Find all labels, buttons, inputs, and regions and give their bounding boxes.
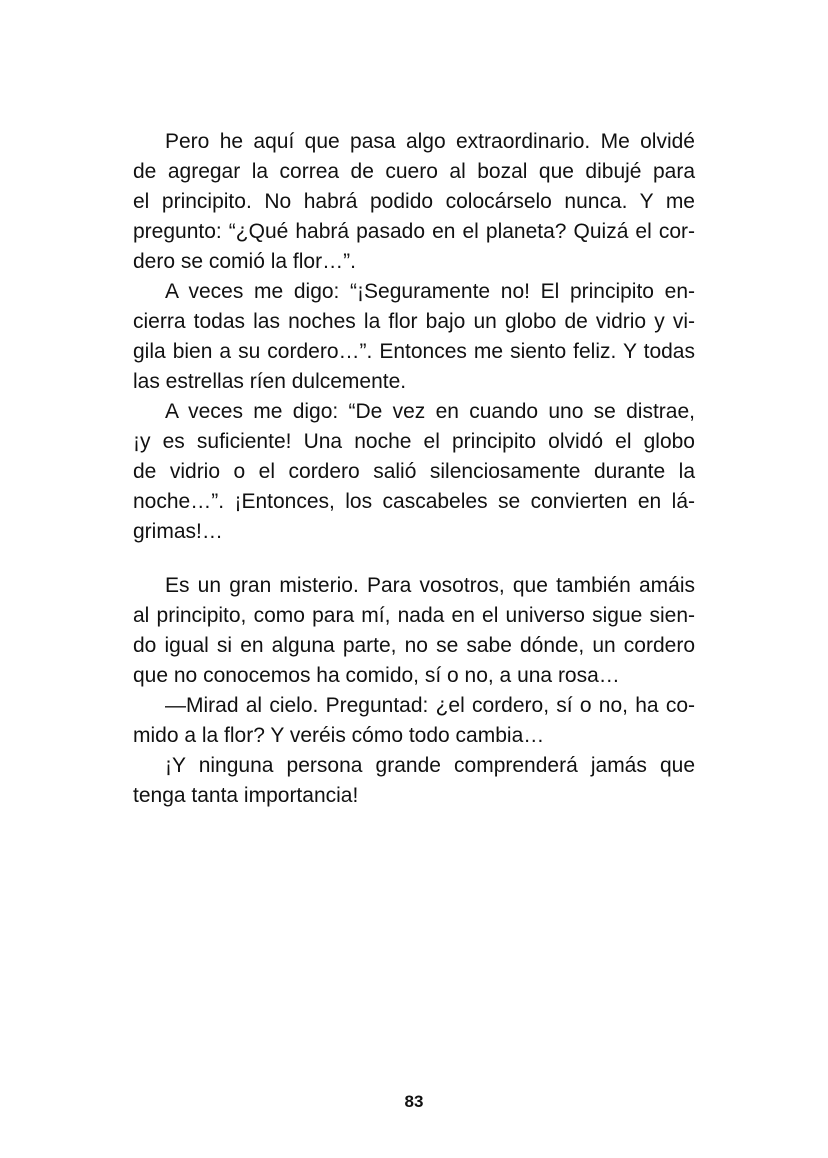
text-line: Pero he aquí que pasa algo extraordinario. Me olvidé [165, 130, 695, 153]
text-line: Es un gran misterio. Para vosotros, que también amáis [165, 574, 695, 597]
text-line: las estrellas ríen dulcemente. [133, 370, 407, 393]
text-section-2 [133, 571, 695, 811]
text-line: A veces me digo: “De vez en cuando uno se distrae, [165, 400, 695, 423]
text-line: tenga tanta importancia! [133, 784, 359, 807]
text-line: cierra todas las noches la flor bajo un globo de vidrio y vi- [133, 310, 695, 333]
paragraph [133, 571, 695, 691]
paragraph [133, 691, 695, 751]
text-line: gila bien a su cordero…”. Entonces me siento feliz. Y todas [133, 340, 695, 363]
text-line: pregunto: “¿Qué habrá pasado en el planeta? Quizá el cor- [133, 220, 695, 243]
paragraph [133, 397, 695, 547]
text-line: noche…”. ¡Entonces, los cascabeles se convierten en lá- [133, 490, 695, 513]
text-line: que no conocemos ha comido, sí o no, a una rosa… [133, 664, 620, 687]
text-line: el principito. No habrá podido colocárselo nunca. Y me [133, 190, 695, 213]
text-line: —Mirad al cielo. Preguntad: ¿el cordero, sí o no, ha co- [165, 694, 695, 717]
text-line: dero se comió la flor…”. [133, 250, 356, 273]
text-line: al principito, como para mí, nada en el universo sigue sien- [133, 604, 695, 627]
paragraph [133, 751, 695, 811]
page-number: 83 [404, 1092, 424, 1111]
text-line: mido a la flor? Y veréis cómo todo cambia… [133, 724, 545, 747]
text-line: do igual si en alguna parte, no se sabe dónde, un cordero [133, 634, 695, 657]
text-line: de agregar la correa de cuero al bozal que dibujé para [133, 160, 695, 183]
text-line: grimas!… [133, 520, 223, 543]
text-line: A veces me digo: “¡Seguramente no! El principito en- [165, 280, 695, 303]
paragraph [133, 277, 695, 397]
text-section-1 [133, 127, 695, 547]
text-line: ¡y es suficiente! Una noche el principito olvidó el globo [133, 430, 695, 453]
paragraph [133, 127, 695, 277]
text-line: ¡Y ninguna persona grande comprenderá jamás que [165, 754, 695, 777]
text-line: de vidrio o el cordero salió silenciosamente durante la [133, 460, 695, 483]
